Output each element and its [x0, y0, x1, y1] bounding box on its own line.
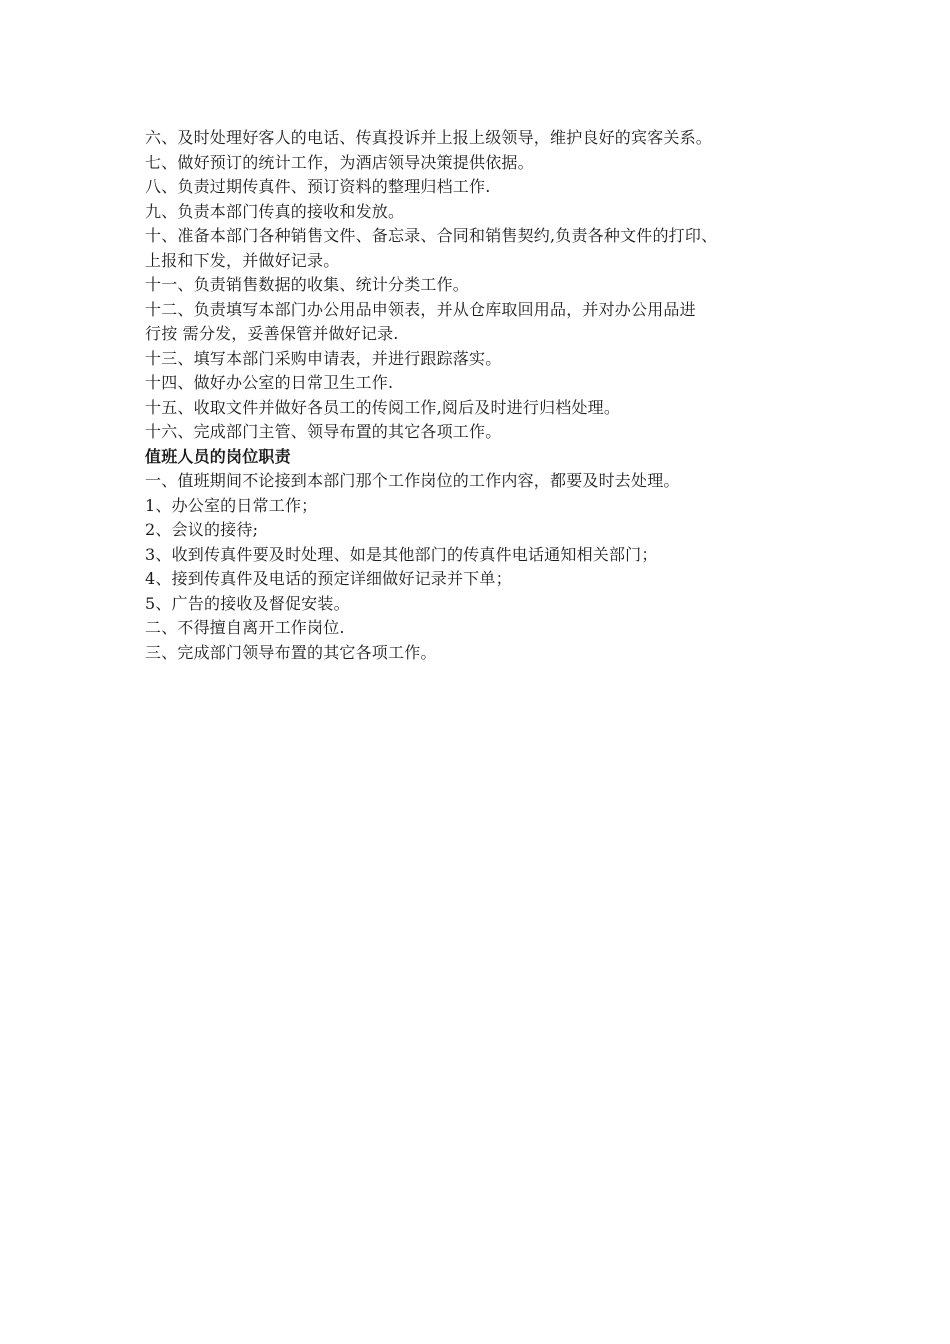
section-item-2: 二、不得擅自离开工作岗位. — [145, 618, 345, 637]
duty-item-12-continued: 行按 需分发，妥善保管并做好记录. — [145, 324, 399, 343]
duty-item-16: 十六、完成部门主管、领导布置的其它各项工作。 — [145, 422, 502, 441]
section-item-3: 三、完成部门领导布置的其它各项工作。 — [145, 642, 437, 662]
document-body — [145, 126, 835, 665]
section-subitem-5: 5、广告的接收及督促安装。 — [145, 593, 350, 613]
duty-item-11: 十一、负责销售数据的收集、统计分类工作。 — [145, 275, 470, 294]
duty-item-8: 八、负责过期传真件、预订资料的整理归档工作. — [145, 177, 491, 196]
section-subitem-2: 2、会议的接待; — [145, 520, 259, 539]
section-heading: 值班人员的岗位职责 — [145, 446, 291, 466]
duty-item-14: 十四、做好办公室的日常卫生工作. — [145, 373, 394, 392]
duty-item-15: 十五、收取文件并做好各员工的传阅工作,阅后及时进行归档处理。 — [145, 397, 621, 417]
duty-item-6: 六、及时处理好客人的电话、传真投诉并上报上级领导，维护良好的宾客关系。 — [145, 128, 713, 147]
section-subitem-1: 1、办公室的日常工作； — [145, 495, 318, 515]
duty-item-7: 七、做好预订的统计工作，为酒店领导决策提供依据。 — [145, 152, 534, 172]
duty-item-9: 九、负责本部门传真的接收和发放。 — [145, 201, 405, 221]
duty-item-10: 十、准备本部门各种销售文件、备忘录、合同和销售契约,负责各种文件的打印、 — [145, 226, 718, 245]
section-subitem-4: 4、接到传真件及电话的预定详细做好记录并下单； — [145, 569, 512, 588]
section-item-1: 一、值班期间不论接到本部门那个工作岗位的工作内容，都要及时去处理。 — [145, 471, 680, 490]
duty-item-13: 十三、填写本部门采购申请表，并进行跟踪落实。 — [145, 348, 502, 368]
duty-item-12: 十二、负责填写本部门办公用品申领表，并从仓库取回用品，并对办公用品进 — [145, 299, 696, 319]
section-subitem-3: 3、收到传真件要及时处理、如是其他部门的传真件电话通知相关部门； — [145, 544, 658, 564]
duty-item-10-continued: 上报和下发，并做好记录。 — [145, 250, 340, 270]
